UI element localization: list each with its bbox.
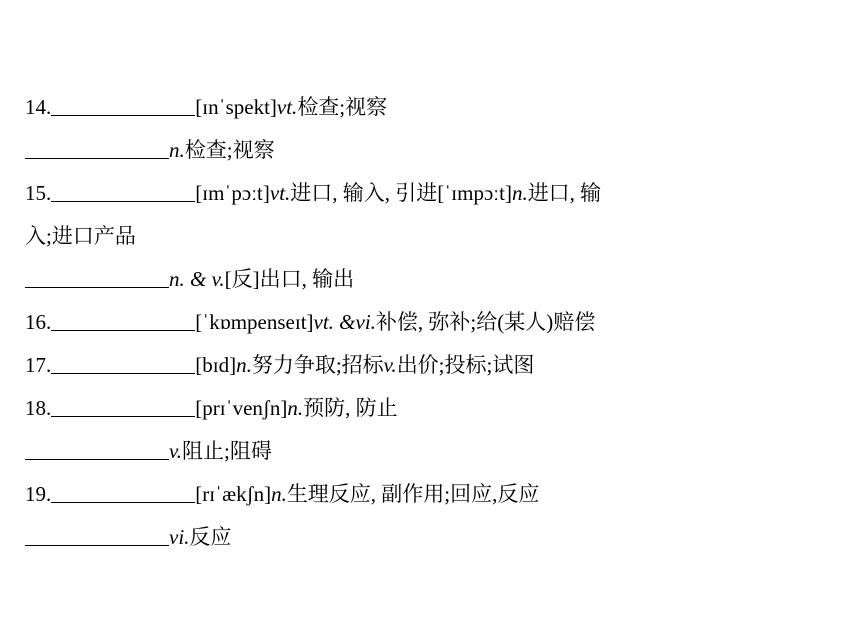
entry-15-continued	[25, 221, 136, 251]
part-of-speech: v.	[169, 439, 183, 463]
part-of-speech: n.	[287, 396, 304, 420]
answer-blank[interactable]	[25, 525, 169, 546]
answer-blank[interactable]	[51, 396, 195, 417]
entry-19-derived	[25, 522, 231, 552]
part-of-speech: n.	[169, 138, 185, 162]
entry-number: 15.	[25, 181, 52, 205]
part-of-speech: vt. &vi.	[313, 310, 376, 334]
definition: 努力争取;招标	[251, 353, 384, 377]
entry-number: 19.	[25, 482, 52, 506]
phonetic: [ˈkɒmpenseɪt]	[195, 310, 314, 334]
part-of-speech: v.	[383, 353, 397, 377]
entry-16	[25, 307, 595, 337]
definition: 补偿, 弥补;给(某人)赔偿	[375, 310, 596, 334]
entry-19	[25, 479, 539, 509]
definition: 预防, 防止	[303, 396, 398, 420]
definition: 入;进口产品	[25, 224, 136, 248]
answer-blank[interactable]	[51, 181, 195, 202]
entry-number: 17.	[25, 353, 52, 377]
phonetic: [ɪmˈpɔːt]	[195, 181, 270, 205]
answer-blank[interactable]	[51, 482, 195, 503]
entry-14	[25, 92, 387, 122]
entry-18-derived	[25, 436, 272, 466]
entry-number: 18.	[25, 396, 52, 420]
part-of-speech: n.	[271, 482, 287, 506]
part-of-speech: n.	[236, 353, 252, 377]
entry-14-derived	[25, 135, 275, 165]
phonetic: [prɪˈvenʃn]	[195, 396, 288, 420]
answer-blank[interactable]	[25, 267, 169, 288]
definition: 出价;投标;试图	[396, 353, 535, 377]
definition: 进口, 输入, 引进[ˈɪmpɔːt]	[290, 181, 512, 205]
definition: 检查;视察	[297, 95, 388, 119]
answer-blank[interactable]	[25, 138, 169, 159]
entry-18	[25, 393, 398, 423]
part-of-speech: vt.	[269, 181, 291, 205]
answer-blank[interactable]	[25, 439, 169, 460]
definition: 生理反应, 副作用;回应,反应	[286, 482, 540, 506]
definition: 阻止;阻碍	[182, 439, 272, 463]
entry-15	[25, 178, 601, 208]
part-of-speech: vi.	[169, 525, 190, 549]
phonetic: [bɪd]	[195, 353, 237, 377]
entry-17	[25, 350, 534, 380]
part-of-speech: vt.	[276, 95, 298, 119]
entry-15-derived	[25, 264, 354, 294]
answer-blank[interactable]	[51, 310, 195, 331]
entry-number: 14.	[25, 95, 52, 119]
phonetic: [ɪnˈspekt]	[195, 95, 277, 119]
answer-blank[interactable]	[51, 95, 195, 116]
definition: 反应	[189, 525, 232, 549]
definition: 检查;视察	[184, 138, 275, 162]
part-of-speech: n.	[511, 181, 528, 205]
part-of-speech: n. & v.	[169, 267, 225, 291]
phonetic: [rɪˈækʃn]	[195, 482, 272, 506]
definition: 进口, 输	[527, 181, 602, 205]
answer-blank[interactable]	[51, 353, 195, 374]
definition: [反]出口, 输出	[224, 267, 355, 291]
entry-number: 16.	[25, 310, 52, 334]
